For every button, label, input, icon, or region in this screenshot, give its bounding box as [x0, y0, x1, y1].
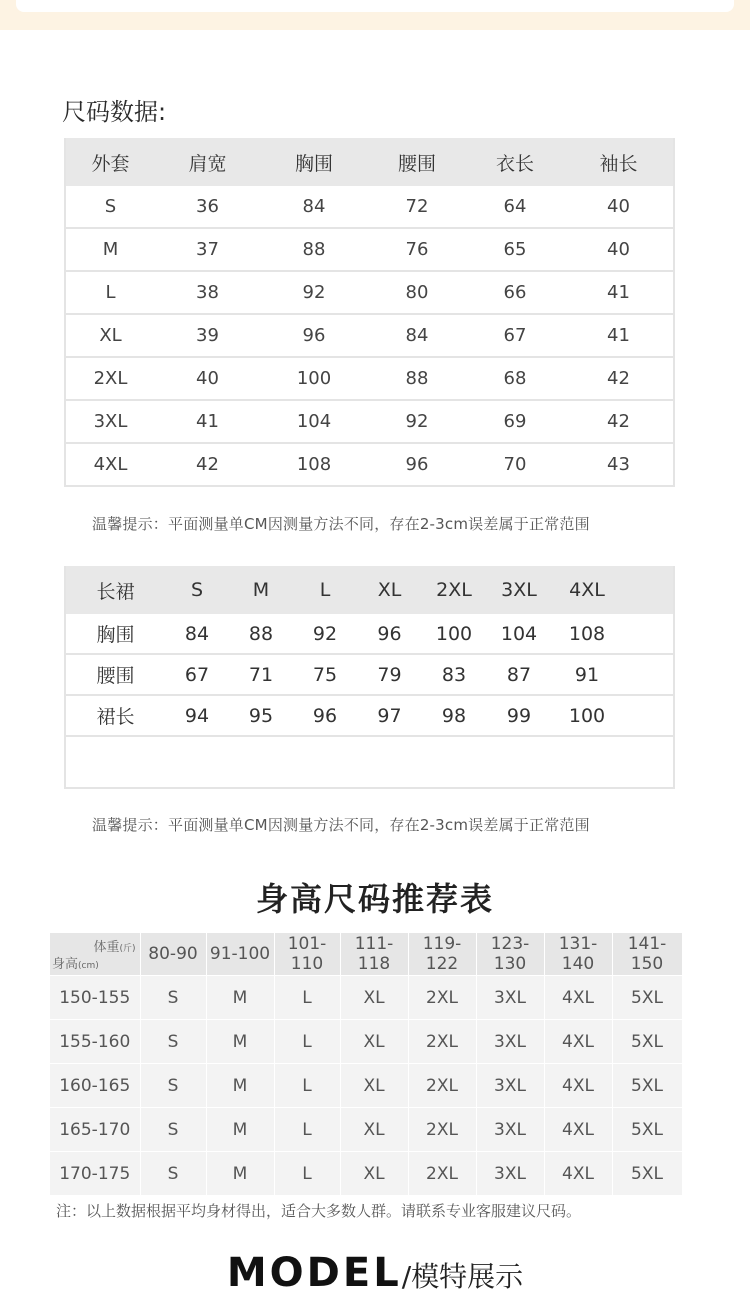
- table-row: [65, 400, 674, 443]
- size-cell: 5XL: [612, 1064, 682, 1108]
- size-cell: 2XL: [408, 976, 476, 1020]
- value-cell: 70: [466, 443, 564, 486]
- weight-range-cell: 141-150: [612, 933, 682, 976]
- size-cell: M: [206, 1064, 274, 1108]
- value-cell: 100: [552, 695, 622, 736]
- value-cell: 65: [466, 228, 564, 271]
- value-cell: 36: [155, 186, 260, 228]
- weight-axis-label: [93, 936, 135, 955]
- size-cell: 4XL: [544, 1020, 612, 1064]
- weight-range-cell: 123-130: [476, 933, 544, 976]
- value-cell: 88: [229, 614, 293, 654]
- value-cell: 67: [165, 654, 229, 695]
- value-cell: 87: [486, 654, 552, 695]
- measurement-tip: 温馨提示：平面测量单CM因测量方法不同，存在2-3cm误差属于正常范围: [92, 816, 590, 834]
- recommend-header-row: [50, 933, 682, 976]
- coat-header-cell: 胸围: [260, 138, 368, 186]
- size-cell: L: [274, 1108, 340, 1152]
- weight-range-cell: 91-100: [206, 933, 274, 976]
- coat-header-cell: 衣长: [466, 138, 564, 186]
- weight-range-cell: 111-118: [340, 933, 408, 976]
- table-row: [65, 614, 674, 654]
- weight-range-cell: 80-90: [140, 933, 206, 976]
- size-cell: 2XL: [65, 357, 155, 400]
- size-cell: L: [274, 976, 340, 1020]
- table-row: [50, 1152, 682, 1196]
- value-cell: 94: [165, 695, 229, 736]
- size-cell: 3XL: [476, 1108, 544, 1152]
- weight-unit: (斤): [119, 944, 136, 954]
- size-cell: 5XL: [612, 1152, 682, 1196]
- value-cell: 96: [293, 695, 357, 736]
- empty-cell: [622, 695, 674, 736]
- value-cell: 80: [368, 271, 466, 314]
- measure-label-cell: 胸围: [65, 614, 165, 654]
- weight-label: 体重: [93, 940, 120, 955]
- size-cell: M: [206, 1108, 274, 1152]
- size-cell: 4XL: [544, 1064, 612, 1108]
- weight-range-cell: 131-140: [544, 933, 612, 976]
- height-range-cell: 155-160: [50, 1020, 140, 1064]
- value-cell: 42: [564, 357, 674, 400]
- table-row: [65, 228, 674, 271]
- value-cell: 97: [357, 695, 422, 736]
- size-cell: 3XL: [476, 1064, 544, 1108]
- height-weight-size-table: [50, 933, 683, 1196]
- model-section-heading: [0, 1250, 750, 1296]
- weight-range-cell: 119-122: [408, 933, 476, 976]
- size-cell: 4XL: [65, 443, 155, 486]
- skirt-header-cell: XL: [357, 566, 422, 614]
- sizing-note: 注：以上数据根据平均身材得出，适合大多数人群。请联系专业客服建议尺码。: [56, 1202, 582, 1220]
- size-cell: XL: [340, 1020, 408, 1064]
- empty-cell: [622, 654, 674, 695]
- value-cell: 88: [368, 357, 466, 400]
- value-cell: 79: [357, 654, 422, 695]
- size-cell: L: [274, 1020, 340, 1064]
- size-cell: XL: [340, 1064, 408, 1108]
- skirt-header-cell: 3XL: [486, 566, 552, 614]
- table-row: [50, 976, 682, 1020]
- value-cell: 40: [564, 186, 674, 228]
- skirt-header-cell: M: [229, 566, 293, 614]
- size-cell: XL: [340, 1108, 408, 1152]
- size-cell: 3XL: [476, 976, 544, 1020]
- coat-size-table: [64, 138, 675, 487]
- coat-header-cell: 肩宽: [155, 138, 260, 186]
- coat-header-cell: 袖长: [564, 138, 674, 186]
- table-row: [65, 357, 674, 400]
- value-cell: 84: [165, 614, 229, 654]
- table-row: [65, 314, 674, 357]
- table-row: [65, 654, 674, 695]
- value-cell: 68: [466, 357, 564, 400]
- value-cell: 96: [357, 614, 422, 654]
- value-cell: 40: [155, 357, 260, 400]
- size-cell: 5XL: [612, 1020, 682, 1064]
- value-cell: 84: [260, 186, 368, 228]
- size-cell: S: [140, 1108, 206, 1152]
- size-cell: 5XL: [612, 1108, 682, 1152]
- value-cell: 40: [564, 228, 674, 271]
- size-cell: 3XL: [476, 1020, 544, 1064]
- size-cell: XL: [340, 1152, 408, 1196]
- table-row: [50, 1064, 682, 1108]
- size-cell: 3XL: [476, 1152, 544, 1196]
- size-cell: L: [65, 271, 155, 314]
- value-cell: 41: [564, 314, 674, 357]
- value-cell: 88: [260, 228, 368, 271]
- value-cell: 84: [368, 314, 466, 357]
- weight-range-cell: 101-110: [274, 933, 340, 976]
- value-cell: 42: [155, 443, 260, 486]
- table-row: [65, 186, 674, 228]
- value-cell: 91: [552, 654, 622, 695]
- size-cell: 2XL: [408, 1152, 476, 1196]
- value-cell: 75: [293, 654, 357, 695]
- value-cell: 64: [466, 186, 564, 228]
- value-cell: 83: [422, 654, 486, 695]
- size-cell: S: [140, 1064, 206, 1108]
- size-cell: M: [206, 976, 274, 1020]
- value-cell: 69: [466, 400, 564, 443]
- skirt-header-cell: 2XL: [422, 566, 486, 614]
- value-cell: 67: [466, 314, 564, 357]
- model-title-cn: /模特展示: [401, 1260, 524, 1293]
- measurement-tip: 温馨提示：平面测量单CM因测量方法不同，存在2-3cm误差属于正常范围: [92, 515, 590, 533]
- size-cell: 3XL: [65, 400, 155, 443]
- value-cell: 98: [422, 695, 486, 736]
- value-cell: 92: [260, 271, 368, 314]
- table-row: [65, 695, 674, 736]
- value-cell: 71: [229, 654, 293, 695]
- measure-label-cell: 裙长: [65, 695, 165, 736]
- table-row: [65, 443, 674, 486]
- height-unit: (cm): [78, 961, 99, 971]
- size-cell: XL: [340, 976, 408, 1020]
- skirt-header-cell: S: [165, 566, 229, 614]
- value-cell: 72: [368, 186, 466, 228]
- size-cell: M: [206, 1020, 274, 1064]
- value-cell: 38: [155, 271, 260, 314]
- value-cell: 41: [564, 271, 674, 314]
- size-cell: S: [140, 1152, 206, 1196]
- measure-label-cell: 腰围: [65, 654, 165, 695]
- value-cell: 96: [368, 443, 466, 486]
- size-cell: 2XL: [408, 1020, 476, 1064]
- value-cell: 99: [486, 695, 552, 736]
- value-cell: 100: [422, 614, 486, 654]
- size-cell: 2XL: [408, 1064, 476, 1108]
- empty-cell: [65, 736, 674, 788]
- skirt-header-cell: L: [293, 566, 357, 614]
- model-title-en: MODEL: [226, 1250, 402, 1296]
- corner-header-cell: [50, 933, 140, 976]
- height-range-cell: 165-170: [50, 1108, 140, 1152]
- size-cell: 2XL: [408, 1108, 476, 1152]
- size-cell: M: [65, 228, 155, 271]
- height-label: 身高: [52, 957, 79, 972]
- size-cell: M: [206, 1152, 274, 1196]
- value-cell: 96: [260, 314, 368, 357]
- value-cell: 104: [260, 400, 368, 443]
- table-blank-row: [65, 736, 674, 788]
- height-range-cell: 160-165: [50, 1064, 140, 1108]
- size-cell: XL: [65, 314, 155, 357]
- empty-cell: [622, 614, 674, 654]
- value-cell: 92: [293, 614, 357, 654]
- value-cell: 108: [260, 443, 368, 486]
- value-cell: 39: [155, 314, 260, 357]
- skirt-header-cell: 长裙: [65, 566, 165, 614]
- coat-header-cell: 外套: [65, 138, 155, 186]
- value-cell: 66: [466, 271, 564, 314]
- coat-table-header-row: [65, 138, 674, 186]
- skirt-header-cell: 4XL: [552, 566, 622, 614]
- value-cell: 92: [368, 400, 466, 443]
- table-row: [50, 1020, 682, 1064]
- size-cell: S: [65, 186, 155, 228]
- table-row: [65, 271, 674, 314]
- value-cell: 95: [229, 695, 293, 736]
- coat-header-cell: 腰围: [368, 138, 466, 186]
- size-cell: L: [274, 1152, 340, 1196]
- value-cell: 100: [260, 357, 368, 400]
- empty-cell: [622, 566, 674, 614]
- table-row: [50, 1108, 682, 1152]
- value-cell: 43: [564, 443, 674, 486]
- size-cell: S: [140, 1020, 206, 1064]
- skirt-size-table: [64, 566, 675, 789]
- skirt-table-header-row: [65, 566, 674, 614]
- size-cell: L: [274, 1064, 340, 1108]
- size-cell: 4XL: [544, 1152, 612, 1196]
- height-axis-label: [52, 953, 99, 972]
- size-data-title: 尺码数据:: [62, 98, 167, 126]
- size-cell: 5XL: [612, 976, 682, 1020]
- value-cell: 76: [368, 228, 466, 271]
- value-cell: 37: [155, 228, 260, 271]
- size-cell: 4XL: [544, 976, 612, 1020]
- height-size-recommend-title: 身高尺码推荐表: [255, 880, 494, 918]
- value-cell: 42: [564, 400, 674, 443]
- size-cell: 4XL: [544, 1108, 612, 1152]
- value-cell: 41: [155, 400, 260, 443]
- size-cell: S: [140, 976, 206, 1020]
- value-cell: 108: [552, 614, 622, 654]
- height-range-cell: 150-155: [50, 976, 140, 1020]
- value-cell: 104: [486, 614, 552, 654]
- top-card-edge: [16, 0, 734, 12]
- height-range-cell: 170-175: [50, 1152, 140, 1196]
